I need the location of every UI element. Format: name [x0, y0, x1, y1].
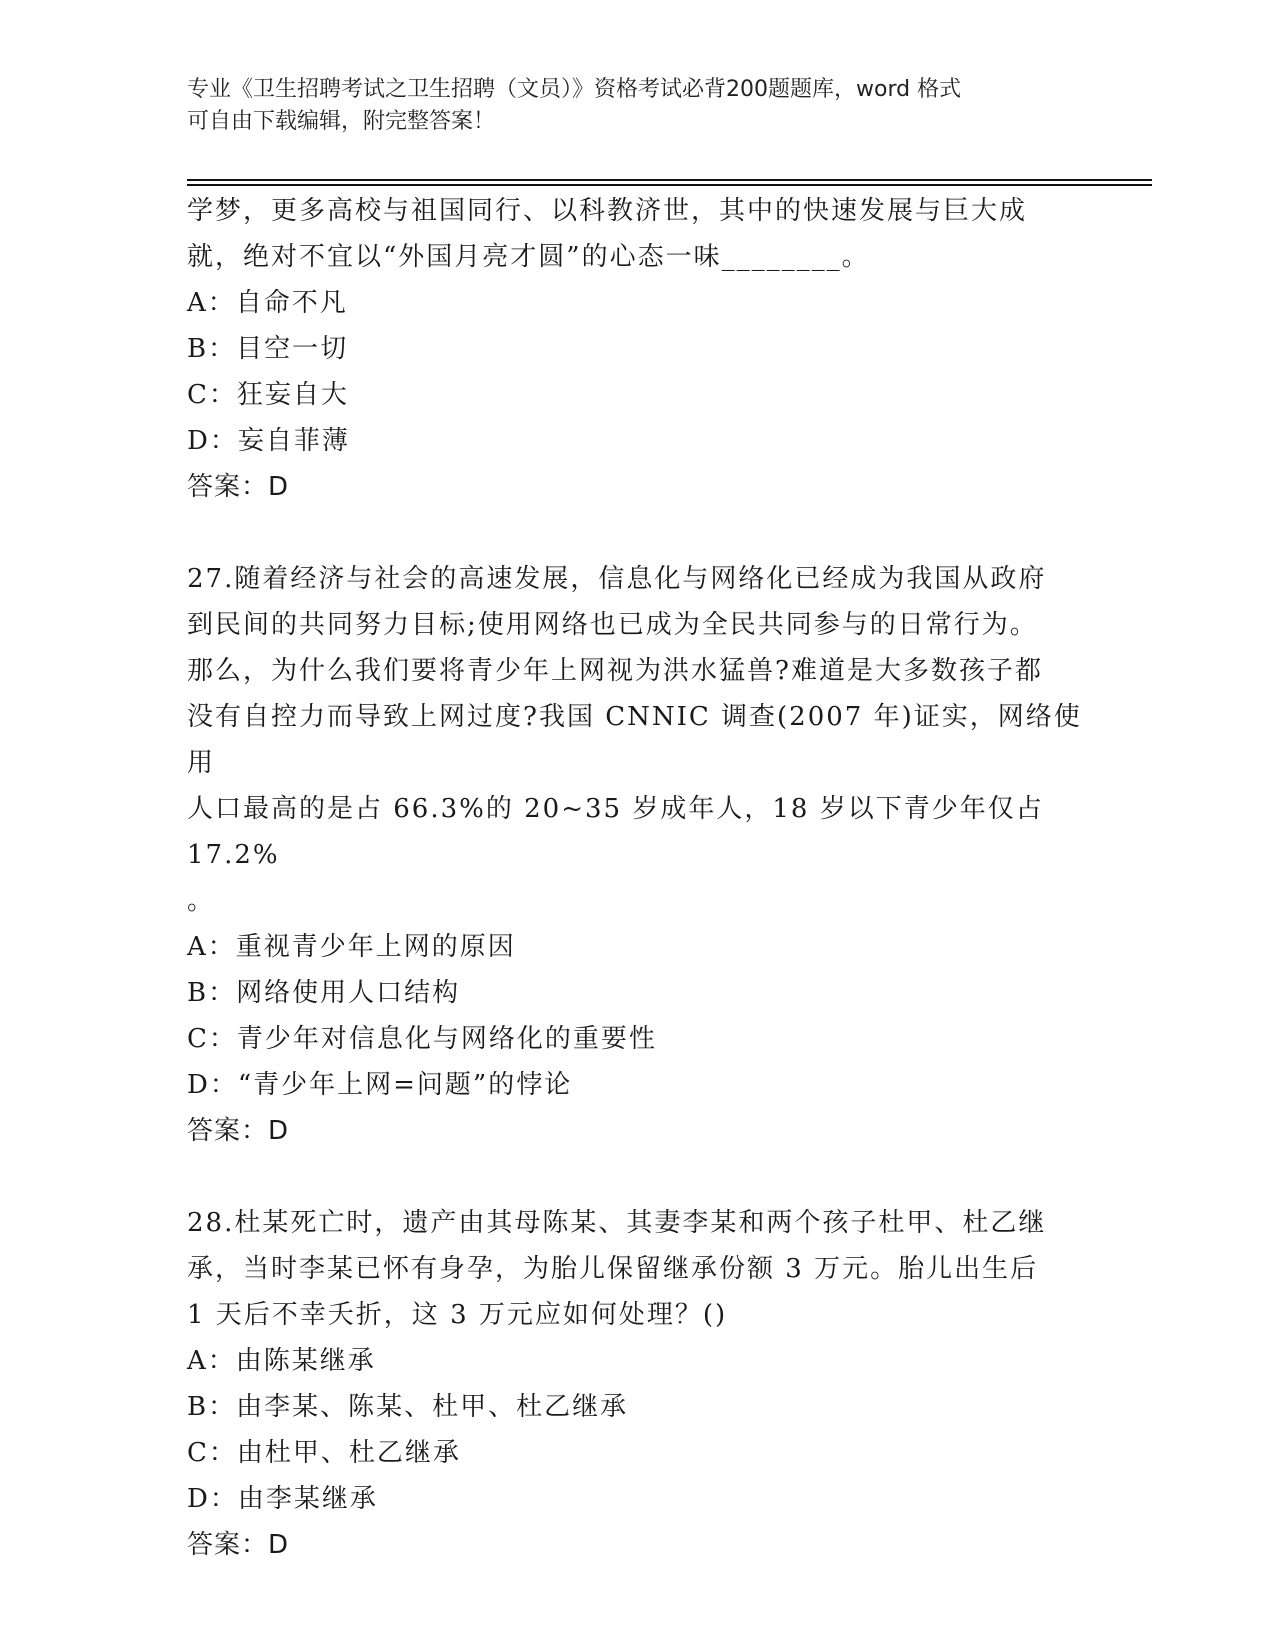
question-26 — [187, 188, 1082, 510]
option-b: B：目空一切 — [187, 334, 349, 364]
question-28 — [187, 1200, 1082, 1568]
answer-line: 答案：D — [187, 1530, 290, 1560]
option-c: C：青少年对信息化与网络化的重要性 — [187, 1024, 657, 1054]
header-title-line-2: 可自由下载编辑，附完整答案！ — [187, 109, 496, 134]
header-title-line-1: 专业《卫生招聘考试之卫生招聘（文员）》资格考试必背200题题库，word 格式 — [187, 77, 962, 102]
option-b: B：网络使用人口结构 — [187, 978, 461, 1008]
option-a: A：由陈某继承 — [187, 1346, 376, 1376]
answer-line: 答案：D — [187, 1116, 290, 1146]
header-divider-bottom — [187, 184, 1152, 186]
question-text-line: 学梦，更多高校与祖国同行、以科教济世，其中的快速发展与巨大成 — [187, 196, 1028, 226]
header-divider-top — [187, 179, 1152, 181]
document-header — [187, 74, 1067, 138]
option-d: D：“青少年上网=问题”的悖论 — [187, 1070, 573, 1100]
option-a: A：重视青少年上网的原因 — [187, 932, 516, 962]
question-text-line: 27.随着经济与社会的高速发展，信息化与网络化已经成为我国从政府 — [187, 564, 1047, 594]
question-text-line: 。 — [187, 886, 216, 916]
option-a: A：自命不凡 — [187, 288, 348, 318]
question-27 — [187, 556, 1082, 1154]
question-list — [187, 188, 1082, 1568]
option-c: C：由杜甲、杜乙继承 — [187, 1438, 461, 1468]
option-d: D：由李某继承 — [187, 1484, 378, 1514]
question-text-line: 28.杜某死亡时，遗产由其母陈某、其妻李某和两个孩子杜甲、杜乙继 — [187, 1208, 1047, 1238]
option-d: D：妄自菲薄 — [187, 426, 350, 456]
question-text-line: 就，绝对不宜以“外国月亮才圆”的心态一味________。 — [187, 242, 870, 272]
question-text-line: 没有自控力而导致上网过度?我国 CNNIC 调查(2007 年)证实，网络使用 — [187, 702, 1082, 778]
option-c: C：狂妄自大 — [187, 380, 349, 410]
option-b: B：由李某、陈某、杜甲、杜乙继承 — [187, 1392, 629, 1422]
question-text-line: 到民间的共同努力目标;使用网络也已成为全民共同参与的日常行为。 — [187, 610, 1038, 640]
question-text-line: 人口最高的是占 66.3%的 20~35 岁成年人，18 岁以下青少年仅占 17.2% — [187, 794, 1044, 870]
answer-line: 答案：D — [187, 472, 290, 502]
question-text-line: 那么，为什么我们要将青少年上网视为洪水猛兽?难道是大多数孩子都 — [187, 656, 1043, 686]
question-text-line: 1 天后不幸夭折，这 3 万元应如何处理？() — [187, 1300, 728, 1330]
question-text-line: 承，当时李某已怀有身孕，为胎儿保留继承份额 3 万元。胎儿出生后 — [187, 1254, 1039, 1284]
